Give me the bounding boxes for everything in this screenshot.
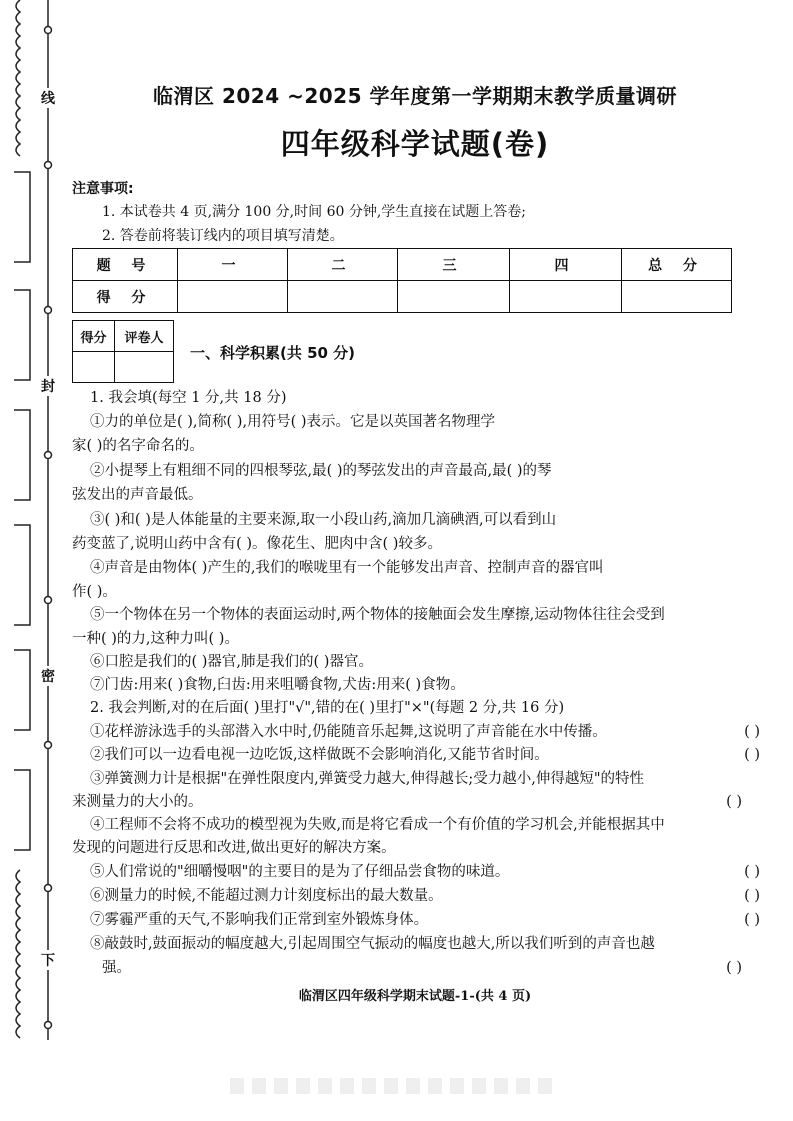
margin-char-feng: 封: [38, 376, 58, 396]
binding-margin: [0, 0, 66, 1040]
page-footer: 临渭区四年级科学期末试题-1-(共 4 页): [298, 989, 532, 1004]
question-line: ②小提琴上有粗细不同的四根琴弦,最( )的琴弦发出的声音最高,最( )的琴: [90, 463, 552, 479]
question-line: ⑥口腔是我们的( )器官,肺是我们的( )器官。: [90, 654, 373, 670]
judge-item: [72, 792, 742, 812]
judge-item: [90, 886, 760, 906]
question-line: 家( )的名字命名的。: [72, 438, 204, 454]
margin-char-xian: 线: [38, 88, 58, 108]
score-table-header-row: [73, 249, 732, 281]
judge-text: ③弹簧测力计是根据"在弹性限度内,弹簧受力越大,伸得越长;受力越小,伸得越短"的特性: [90, 771, 645, 787]
judge-text: ②我们可以一边看电视一边吃饭,这样做既不会影响消化,又能节省时间。: [90, 747, 549, 763]
question-line: 作( )。: [72, 584, 117, 600]
judge-text: ⑥测量力的时候,不能超过测力计刻度标出的最大数量。: [90, 888, 443, 904]
notice-item-2: 2. 答卷前将装订线内的项目填写清楚。: [102, 228, 344, 244]
judge-item: [90, 722, 760, 742]
grader-table: [72, 320, 174, 383]
judge-text: 来测量力的大小的。: [72, 794, 203, 810]
notice-item-1: 1. 本试卷共 4 页,满分 100 分,时间 60 分钟,学生直接在试题上答卷;: [102, 204, 527, 220]
judge-item: [90, 745, 760, 765]
question-title: 2. 我会判断,对的在后面( )里打"√",错的在( )里打"×"(每题 2 分,共 16 分): [90, 700, 565, 716]
question-line: 弦发出的声音最低。: [72, 487, 203, 503]
score-input-cell[interactable]: [178, 281, 288, 313]
score-cell: 总 分: [622, 249, 732, 281]
answer-paren[interactable]: ( ): [744, 912, 760, 928]
section-title: 一、科学积累(共 50 分): [190, 344, 356, 362]
judge-text: 强。: [102, 960, 131, 976]
margin-char-xia: 下: [38, 950, 58, 970]
score-cell: 二: [288, 249, 398, 281]
score-table: [72, 248, 732, 313]
score-cell: 题 号: [73, 249, 178, 281]
question-line: ⑤一个物体在另一个物体的表面运动时,两个物体的接触面会发生摩擦,运动物体往往会受到: [90, 607, 665, 623]
grader-header-grader: 评卷人: [115, 321, 174, 352]
judge-text: ⑤人们常说的"细嚼慢咽"的主要目的是为了仔细品尝食物的味道。: [90, 864, 510, 880]
answer-paren[interactable]: ( ): [744, 724, 760, 740]
grader-input-cell[interactable]: [115, 352, 174, 383]
score-input-cell[interactable]: [510, 281, 622, 313]
judge-item: [102, 958, 742, 978]
judge-item: [90, 910, 760, 930]
grader-header-score: 得分: [73, 321, 115, 352]
answer-paren[interactable]: ( ): [744, 864, 760, 880]
answer-paren[interactable]: ( ): [726, 960, 742, 976]
judge-item: [90, 862, 760, 882]
faint-bleed-through: [230, 1078, 560, 1094]
score-cell: 三: [398, 249, 510, 281]
question-line: ⑦门齿:用来( )食物,臼齿:用来咀嚼食物,犬齿:用来( )食物。: [90, 677, 465, 693]
question-title: 1. 我会填(每空 1 分,共 18 分): [90, 390, 287, 406]
question-line: ④声音是由物体( )产生的,我们的喉咙里有一个能够发出声音、控制声音的器官叫: [90, 560, 604, 576]
question-line: ①力的单位是( ),简称( ),用符号( )表示。它是以英国著名物理学: [90, 414, 495, 430]
judge-text: ①花样游泳选手的头部潜入水中时,仍能随音乐起舞,这说明了声音能在水中传播。: [90, 724, 607, 740]
score-input-cell[interactable]: [398, 281, 510, 313]
question-line: ③( )和( )是人体能量的主要来源,取一小段山药,滴加几滴碘酒,可以看到山: [90, 512, 557, 528]
notice-heading: 注意事项:: [72, 181, 134, 197]
score-cell: 四: [510, 249, 622, 281]
score-cell: 得 分: [73, 281, 178, 313]
score-input-cell[interactable]: [622, 281, 732, 313]
answer-paren[interactable]: ( ): [744, 747, 760, 763]
judge-text: ④工程师不会将不成功的模型视为失败,而是将它看成一个有价值的学习机会,并能根据其中: [90, 817, 665, 833]
judge-text: 发现的问题进行反思和改进,做出更好的解决方案。: [72, 840, 396, 856]
binding-line-graphic: [0, 0, 66, 1040]
judge-text: ⑦雾霾严重的天气,不影响我们正常到室外锻炼身体。: [90, 912, 429, 928]
question-line: 药变蓝了,说明山药中含有( )。像花生、肥肉中含( )较多。: [72, 536, 442, 552]
score-table-score-row: [73, 281, 732, 313]
margin-char-mi: 密: [38, 666, 58, 686]
judge-text: ⑧敲鼓时,鼓面振动的幅度越大,引起周围空气振动的幅度也越大,所以我们听到的声音也越: [90, 936, 655, 952]
exam-title: 临渭区 2024 ~2025 学年度第一学期期末教学质量调研: [153, 84, 677, 108]
exam-subtitle: 四年级科学试题(卷): [280, 127, 550, 161]
score-cell: 一: [178, 249, 288, 281]
score-input-cell[interactable]: [288, 281, 398, 313]
answer-paren[interactable]: ( ): [726, 794, 742, 810]
question-line: 一种( )的力,这种力叫( )。: [72, 631, 239, 647]
grader-input-cell[interactable]: [73, 352, 115, 383]
answer-paren[interactable]: ( ): [744, 888, 760, 904]
